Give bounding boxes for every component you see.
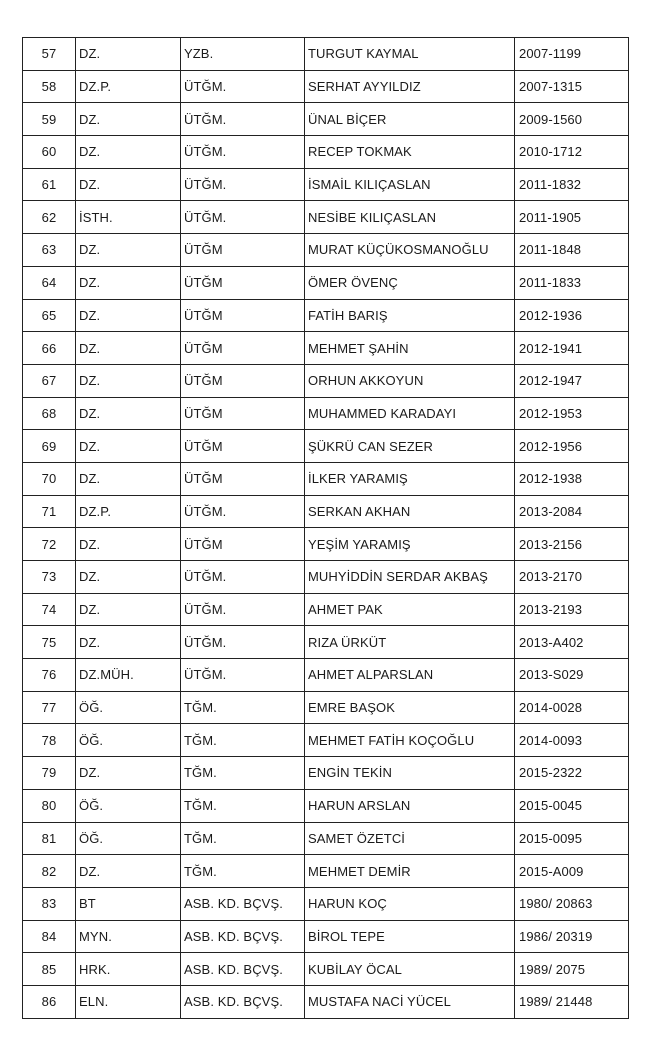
table-row (23, 561, 629, 594)
rank-cell: ÜTĞM (181, 234, 305, 267)
row-number-cell: 85 (23, 953, 76, 986)
rank-cell: TĞM. (181, 757, 305, 790)
registry-number-cell: 2013-S029 (515, 659, 629, 692)
rank-cell: ÜTĞM (181, 266, 305, 299)
table-row (23, 495, 629, 528)
row-number-cell: 70 (23, 462, 76, 495)
registry-number-cell: 2012-1938 (515, 462, 629, 495)
registry-number-cell: 2015-2322 (515, 757, 629, 790)
full-name-cell: MEHMET DEMİR (305, 855, 515, 888)
table-row (23, 887, 629, 920)
rank-cell: ÜTĞM. (181, 201, 305, 234)
branch-cell: ELN. (76, 985, 181, 1018)
table-row (23, 70, 629, 103)
registry-number-cell: 2007-1199 (515, 38, 629, 71)
rank-cell: ÜTĞM. (181, 495, 305, 528)
full-name-cell: AHMET PAK (305, 593, 515, 626)
row-number-cell: 64 (23, 266, 76, 299)
branch-cell: BT (76, 887, 181, 920)
branch-cell: DZ. (76, 757, 181, 790)
branch-cell: DZ. (76, 364, 181, 397)
registry-number-cell: 1989/ 21448 (515, 985, 629, 1018)
row-number-cell: 57 (23, 38, 76, 71)
full-name-cell: MUHAMMED KARADAYI (305, 397, 515, 430)
branch-cell: DZ. (76, 136, 181, 169)
table-row (23, 332, 629, 365)
branch-cell: DZ. (76, 430, 181, 463)
branch-cell: DZ. (76, 266, 181, 299)
row-number-cell: 82 (23, 855, 76, 888)
row-number-cell: 62 (23, 201, 76, 234)
table-row (23, 985, 629, 1018)
registry-number-cell: 2013-2170 (515, 561, 629, 594)
full-name-cell: RIZA ÜRKÜT (305, 626, 515, 659)
branch-cell: DZ. (76, 397, 181, 430)
registry-number-cell: 2012-1956 (515, 430, 629, 463)
rank-cell: ÜTĞM. (181, 103, 305, 136)
row-number-cell: 66 (23, 332, 76, 365)
table-row (23, 920, 629, 953)
registry-number-cell: 2011-1832 (515, 168, 629, 201)
full-name-cell: TURGUT KAYMAL (305, 38, 515, 71)
table-row (23, 168, 629, 201)
full-name-cell: HARUN KOÇ (305, 887, 515, 920)
branch-cell: DZ. (76, 528, 181, 561)
branch-cell: DZ. (76, 168, 181, 201)
row-number-cell: 79 (23, 757, 76, 790)
table-row (23, 234, 629, 267)
branch-cell: DZ. (76, 593, 181, 626)
registry-number-cell: 2012-1941 (515, 332, 629, 365)
rank-cell: TĞM. (181, 855, 305, 888)
branch-cell: DZ.MÜH. (76, 659, 181, 692)
table-row (23, 38, 629, 71)
table-row (23, 593, 629, 626)
rank-cell: ÜTĞM. (181, 168, 305, 201)
table-row (23, 201, 629, 234)
registry-number-cell: 2015-0095 (515, 822, 629, 855)
table-row (23, 528, 629, 561)
branch-cell: ÖĞ. (76, 789, 181, 822)
full-name-cell: NESİBE KILIÇASLAN (305, 201, 515, 234)
row-number-cell: 69 (23, 430, 76, 463)
rank-cell: ASB. KD. BÇVŞ. (181, 920, 305, 953)
row-number-cell: 59 (23, 103, 76, 136)
table-row (23, 299, 629, 332)
row-number-cell: 80 (23, 789, 76, 822)
full-name-cell: MEHMET ŞAHİN (305, 332, 515, 365)
branch-cell: ÖĞ. (76, 822, 181, 855)
table-row (23, 855, 629, 888)
branch-cell: DZ. (76, 103, 181, 136)
row-number-cell: 73 (23, 561, 76, 594)
row-number-cell: 58 (23, 70, 76, 103)
branch-cell: HRK. (76, 953, 181, 986)
registry-number-cell: 2014-0093 (515, 724, 629, 757)
branch-cell: ÖĞ. (76, 691, 181, 724)
rank-cell: ÜTĞM (181, 364, 305, 397)
rank-cell: ÜTĞM. (181, 561, 305, 594)
full-name-cell: İLKER YARAMIŞ (305, 462, 515, 495)
registry-number-cell: 2010-1712 (515, 136, 629, 169)
table-row (23, 691, 629, 724)
branch-cell: DZ.P. (76, 70, 181, 103)
rank-cell: ÜTĞM. (181, 626, 305, 659)
personnel-list-page (22, 37, 628, 1019)
table-row (23, 364, 629, 397)
branch-cell: DZ. (76, 626, 181, 659)
registry-number-cell: 2011-1905 (515, 201, 629, 234)
rank-cell: ÜTĞM (181, 462, 305, 495)
branch-cell: ÖĞ. (76, 724, 181, 757)
table-row (23, 757, 629, 790)
rank-cell: ÜTĞM (181, 397, 305, 430)
row-number-cell: 81 (23, 822, 76, 855)
rank-cell: ASB. KD. BÇVŞ. (181, 985, 305, 1018)
registry-number-cell: 2014-0028 (515, 691, 629, 724)
table-row (23, 397, 629, 430)
full-name-cell: HARUN ARSLAN (305, 789, 515, 822)
row-number-cell: 75 (23, 626, 76, 659)
branch-cell: DZ. (76, 561, 181, 594)
rank-cell: ÜTĞM. (181, 70, 305, 103)
table-row (23, 103, 629, 136)
table-row (23, 136, 629, 169)
registry-number-cell: 2012-1947 (515, 364, 629, 397)
branch-cell: DZ. (76, 299, 181, 332)
personnel-table-body (23, 38, 629, 1019)
row-number-cell: 67 (23, 364, 76, 397)
row-number-cell: 65 (23, 299, 76, 332)
rank-cell: ÜTĞM (181, 528, 305, 561)
row-number-cell: 86 (23, 985, 76, 1018)
registry-number-cell: 2012-1936 (515, 299, 629, 332)
full-name-cell: YEŞİM YARAMIŞ (305, 528, 515, 561)
full-name-cell: MEHMET FATİH KOÇOĞLU (305, 724, 515, 757)
rank-cell: ÜTĞM. (181, 659, 305, 692)
branch-cell: DZ. (76, 462, 181, 495)
row-number-cell: 84 (23, 920, 76, 953)
full-name-cell: MUSTAFA NACİ YÜCEL (305, 985, 515, 1018)
table-row (23, 626, 629, 659)
rank-cell: ÜTĞM. (181, 593, 305, 626)
registry-number-cell: 2013-A402 (515, 626, 629, 659)
full-name-cell: ŞÜKRÜ CAN SEZER (305, 430, 515, 463)
table-row (23, 462, 629, 495)
registry-number-cell: 2007-1315 (515, 70, 629, 103)
full-name-cell: SAMET ÖZETCİ (305, 822, 515, 855)
registry-number-cell: 2011-1833 (515, 266, 629, 299)
branch-cell: DZ. (76, 332, 181, 365)
full-name-cell: MUHYİDDİN SERDAR AKBAŞ (305, 561, 515, 594)
registry-number-cell: 2012-1953 (515, 397, 629, 430)
row-number-cell: 72 (23, 528, 76, 561)
full-name-cell: ENGİN TEKİN (305, 757, 515, 790)
full-name-cell: BİROL TEPE (305, 920, 515, 953)
rank-cell: ÜTĞM (181, 332, 305, 365)
rank-cell: TĞM. (181, 822, 305, 855)
registry-number-cell: 2011-1848 (515, 234, 629, 267)
row-number-cell: 63 (23, 234, 76, 267)
personnel-table (22, 37, 629, 1019)
rank-cell: TĞM. (181, 724, 305, 757)
branch-cell: DZ. (76, 855, 181, 888)
registry-number-cell: 2013-2156 (515, 528, 629, 561)
row-number-cell: 71 (23, 495, 76, 528)
table-row (23, 789, 629, 822)
table-row (23, 659, 629, 692)
rank-cell: ASB. KD. BÇVŞ. (181, 887, 305, 920)
row-number-cell: 78 (23, 724, 76, 757)
branch-cell: İSTH. (76, 201, 181, 234)
registry-number-cell: 2009-1560 (515, 103, 629, 136)
rank-cell: ÜTĞM. (181, 136, 305, 169)
full-name-cell: ORHUN AKKOYUN (305, 364, 515, 397)
registry-number-cell: 2015-0045 (515, 789, 629, 822)
row-number-cell: 83 (23, 887, 76, 920)
table-row (23, 822, 629, 855)
branch-cell: DZ.P. (76, 495, 181, 528)
full-name-cell: EMRE BAŞOK (305, 691, 515, 724)
row-number-cell: 60 (23, 136, 76, 169)
rank-cell: ASB. KD. BÇVŞ. (181, 953, 305, 986)
registry-number-cell: 2013-2193 (515, 593, 629, 626)
row-number-cell: 76 (23, 659, 76, 692)
full-name-cell: AHMET ALPARSLAN (305, 659, 515, 692)
rank-cell: ÜTĞM (181, 430, 305, 463)
full-name-cell: SERHAT AYYILDIZ (305, 70, 515, 103)
full-name-cell: MURAT KÜÇÜKOSMANOĞLU (305, 234, 515, 267)
rank-cell: TĞM. (181, 789, 305, 822)
table-row (23, 430, 629, 463)
full-name-cell: ÜNAL BİÇER (305, 103, 515, 136)
full-name-cell: ÖMER ÖVENÇ (305, 266, 515, 299)
row-number-cell: 68 (23, 397, 76, 430)
branch-cell: DZ. (76, 234, 181, 267)
full-name-cell: SERKAN AKHAN (305, 495, 515, 528)
table-row (23, 724, 629, 757)
branch-cell: DZ. (76, 38, 181, 71)
rank-cell: TĞM. (181, 691, 305, 724)
table-row (23, 953, 629, 986)
branch-cell: MYN. (76, 920, 181, 953)
full-name-cell: FATİH BARIŞ (305, 299, 515, 332)
row-number-cell: 61 (23, 168, 76, 201)
registry-number-cell: 1989/ 2075 (515, 953, 629, 986)
full-name-cell: KUBİLAY ÖCAL (305, 953, 515, 986)
table-row (23, 266, 629, 299)
full-name-cell: İSMAİL KILIÇASLAN (305, 168, 515, 201)
registry-number-cell: 2013-2084 (515, 495, 629, 528)
registry-number-cell: 1986/ 20319 (515, 920, 629, 953)
row-number-cell: 74 (23, 593, 76, 626)
full-name-cell: RECEP TOKMAK (305, 136, 515, 169)
row-number-cell: 77 (23, 691, 76, 724)
rank-cell: YZB. (181, 38, 305, 71)
registry-number-cell: 2015-A009 (515, 855, 629, 888)
rank-cell: ÜTĞM (181, 299, 305, 332)
registry-number-cell: 1980/ 20863 (515, 887, 629, 920)
